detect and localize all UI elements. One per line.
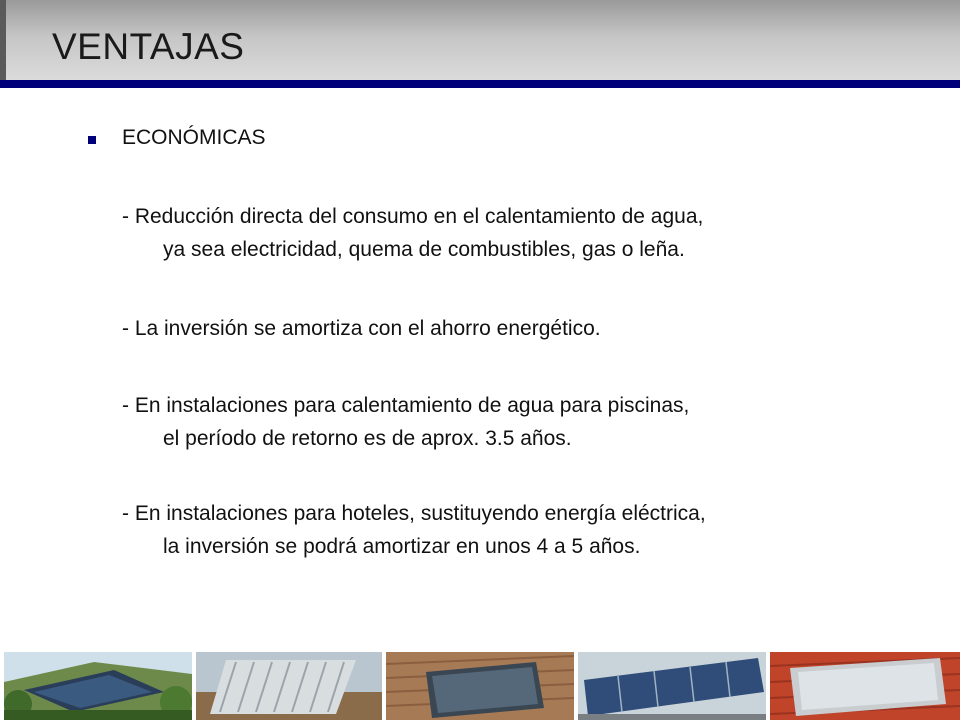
point-4 (122, 497, 922, 563)
square-bullet-icon (88, 136, 96, 144)
solar-panels-garden-photo (4, 652, 192, 720)
point-2 (122, 312, 922, 345)
title-bar (0, 0, 960, 82)
section-heading: ECONÓMICAS (122, 126, 266, 149)
solar-collector-tile-roof-photo (386, 652, 574, 720)
point-4-line-1: - En instalaciones para hoteles, sustituyendo energía eléctrica, (122, 502, 706, 525)
point-1 (122, 200, 922, 266)
slide-title: VENTAJAS (52, 26, 245, 67)
solar-panel-array-photo (578, 652, 766, 720)
solar-tubes-roof-photo (196, 652, 382, 720)
point-3 (122, 389, 922, 455)
point-1-line-1: - Reducción directa del consumo en el calentamiento de agua, (122, 205, 704, 228)
point-3-line-1: - En instalaciones para calentamiento de agua para piscinas, (122, 394, 690, 417)
point-1-line-2: ya sea electricidad, quema de combustibles, gas o leña. (163, 238, 685, 261)
title-underline (0, 80, 960, 88)
point-2-line-1: - La inversión se amortiza con el ahorro energético. (122, 317, 601, 340)
solar-collector-red-roof-photo (770, 652, 960, 720)
point-3-line-2: el período de retorno es de aprox. 3.5 años. (163, 427, 572, 450)
photo-strip (0, 652, 960, 720)
point-4-line-2: la inversión se podrá amortizar en unos 4 a 5 años. (163, 535, 641, 558)
